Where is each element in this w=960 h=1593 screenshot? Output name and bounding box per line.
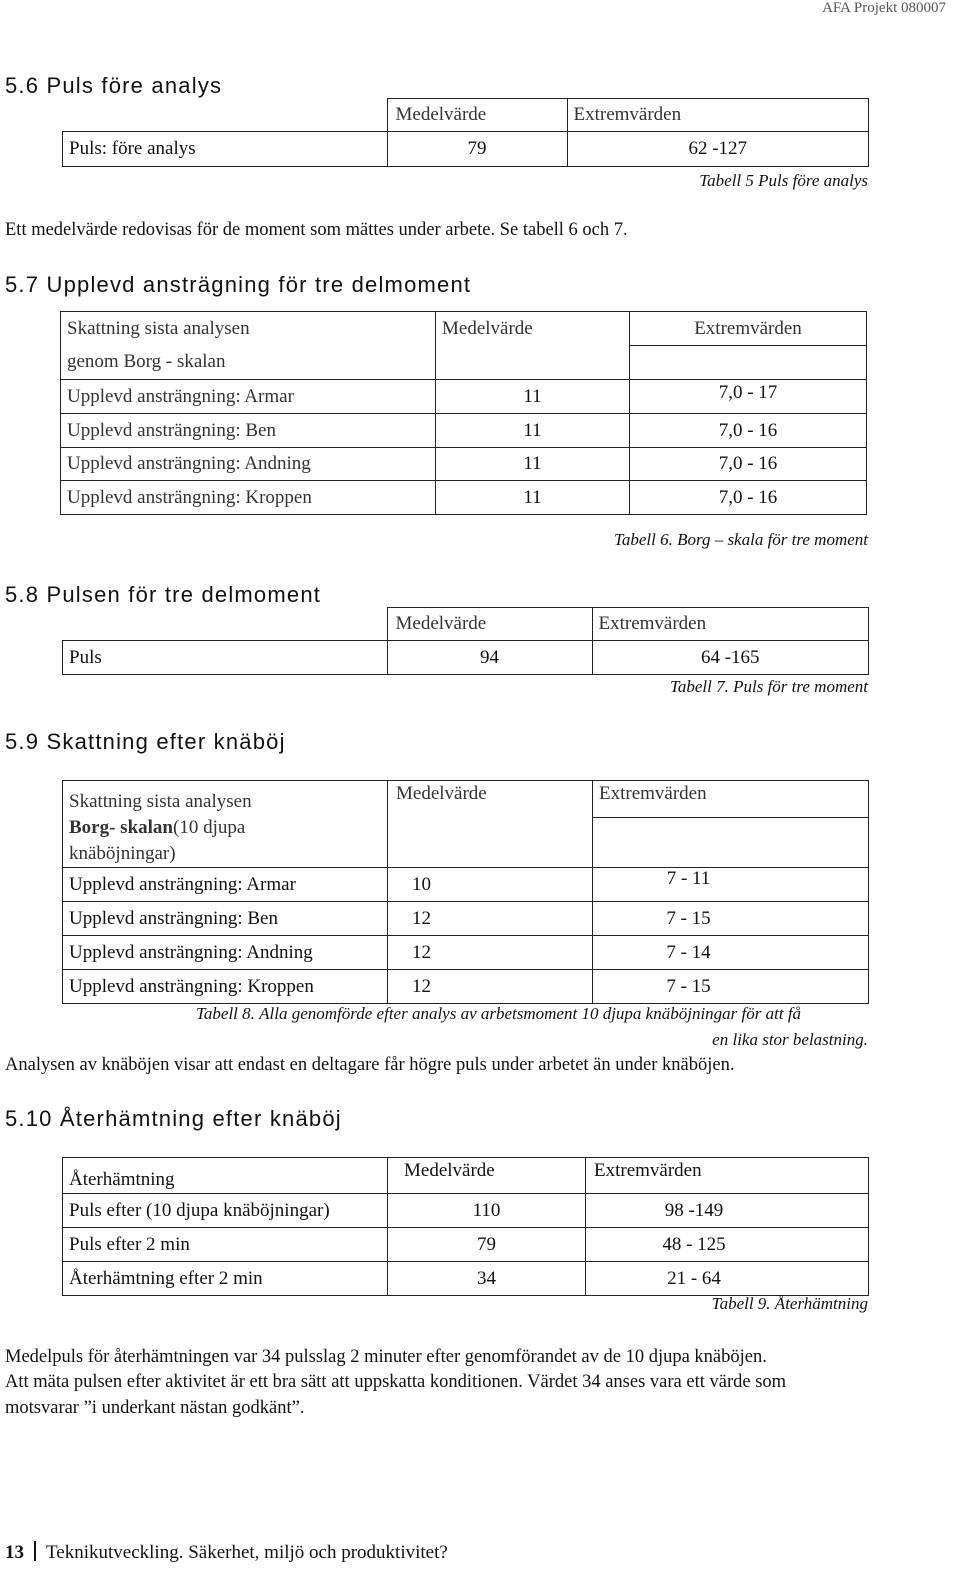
row-extremes: 21 - 64 <box>586 1262 869 1296</box>
row-mean: 79 <box>388 1228 586 1262</box>
row-mean: 12 <box>388 902 593 936</box>
paragraph-line-2: Att mäta pulsen efter aktivitet är ett bra sätt att uppskatta konditionen. Värdet 34 anses vara ett värde som <box>5 1372 787 1392</box>
table-8-skattning-knaboj <box>62 780 869 1004</box>
row-mean: 12 <box>388 970 593 1004</box>
col-header-extremes-cell <box>593 781 869 868</box>
row-mean: 11 <box>436 380 630 414</box>
paragraph-line-3: motsvarar ”i underkant nästan godkänt”. <box>5 1398 305 1418</box>
row-mean: 94 <box>387 641 592 675</box>
col-header-extremes: Extremvärden <box>567 99 869 132</box>
table-row <box>61 448 867 481</box>
row-mean: 110 <box>388 1194 586 1228</box>
col-header-label-2: genom Borg - skalan <box>61 346 436 380</box>
paragraph: Analysen av knäböjen visar att endast en deltagare får högre puls under arbetet än under knäböjen. <box>5 1055 735 1075</box>
table-row <box>63 132 869 167</box>
row-extremes: 7,0 - 16 <box>630 481 867 515</box>
table-caption: Tabell 5 Puls före analys <box>699 171 868 190</box>
caption-prefix: Tabell 8. <box>196 1004 255 1023</box>
table-row <box>63 641 869 675</box>
col-header-extremes: Extremvärden <box>593 783 868 818</box>
table-row <box>61 414 867 448</box>
row-mean: 34 <box>388 1262 586 1296</box>
col-header-extremes: Extremvärden <box>630 312 867 346</box>
table-row <box>63 1194 869 1228</box>
col-header-mean: Medelvärde <box>387 608 592 641</box>
row-label: Upplevd ansträngning: Armar <box>63 868 388 902</box>
row-mean: 11 <box>436 448 630 481</box>
paragraph: Ett medelvärde redovisas för de moment som mättes under arbete. Se tabell 6 och 7. <box>5 220 628 240</box>
col-header-extremes: Extremvärden <box>592 608 869 641</box>
col-header-label-bold: Borg- skalan <box>69 817 173 838</box>
row-label: Upplevd ansträngning: Kroppen <box>63 970 388 1004</box>
row-label: Upplevd ansträngning: Ben <box>61 414 436 448</box>
col-header-label <box>63 781 388 868</box>
table-row <box>61 380 867 414</box>
footer-divider <box>34 1541 36 1561</box>
section-heading-5-9: 5.9 Skattning efter knäböj <box>5 729 286 754</box>
row-label: Puls: före analys <box>63 132 388 167</box>
table-5-puls-fore-analys <box>62 98 869 167</box>
col-header-mean: Medelvärde <box>388 781 593 868</box>
row-extremes: 7,0 - 16 <box>630 414 867 448</box>
table-9-aterhamtning <box>62 1157 869 1296</box>
row-label: Puls efter 2 min <box>63 1228 388 1262</box>
table-caption <box>196 1004 801 1024</box>
section-heading-5-8: 5.8 Pulsen för tre delmoment <box>5 582 322 607</box>
col-header-label: Återhämtning <box>63 1158 388 1194</box>
row-mean: 12 <box>388 936 593 970</box>
row-extremes: 7,0 - 17 <box>630 380 867 414</box>
row-extremes: 64 -165 <box>592 641 869 675</box>
row-extremes: 62 -127 <box>567 132 869 167</box>
col-header-label-3: knäböjningar) <box>69 843 176 864</box>
footer-title: Teknikutveckling. Säkerhet, miljö och produktivitet? <box>46 1542 448 1563</box>
row-extremes: 48 - 125 <box>586 1228 869 1262</box>
table-caption: Tabell 7. Puls för tre moment <box>669 677 868 696</box>
col-header-label-rest: (10 djupa <box>173 817 246 838</box>
col-header-label-1: Skattning sista analysen <box>69 791 252 812</box>
table-row <box>63 1228 869 1262</box>
row-mean: 10 <box>388 868 593 902</box>
table-7-puls-tre-moment <box>62 607 869 675</box>
row-extremes: 7 - 15 <box>593 970 869 1004</box>
row-extremes: 7,0 - 16 <box>630 448 867 481</box>
table-row <box>61 481 867 515</box>
row-label: Upplevd ansträngning: Kroppen <box>61 481 436 515</box>
row-label: Upplevd ansträngning: Ben <box>63 902 388 936</box>
section-heading-5-10: 5.10 Återhämtning efter knäböj <box>5 1106 342 1131</box>
col-header-mean: Medelvärde <box>387 99 567 132</box>
row-label: Upplevd ansträngning: Andning <box>63 936 388 970</box>
row-mean: 11 <box>436 481 630 515</box>
row-extremes: 98 -149 <box>586 1194 869 1228</box>
running-header: AFA Projekt 080007 <box>822 0 946 16</box>
table-6-borg-skala <box>60 311 867 515</box>
page-number: 13 <box>5 1542 24 1563</box>
col-header-label: Skattning sista analysen <box>61 312 436 346</box>
row-label: Puls <box>63 641 388 675</box>
section-heading-5-6: 5.6 Puls före analys <box>5 73 223 98</box>
row-extremes: 7 - 11 <box>593 868 869 902</box>
col-header-extremes: Extremvärden <box>586 1158 869 1194</box>
col-header-mean: Medelvärde <box>388 1158 586 1194</box>
row-label: Upplevd ansträngning: Andning <box>61 448 436 481</box>
table-row <box>63 1262 869 1296</box>
caption-line-2: en lika stor belastning. <box>712 1030 868 1049</box>
table-row <box>63 902 869 936</box>
table-row <box>63 970 869 1004</box>
row-mean: 11 <box>436 414 630 448</box>
col-header-mean: Medelvärde <box>436 312 630 346</box>
table-row <box>63 868 869 902</box>
section-heading-5-7: 5.7 Upplevd ansträgning för tre delmoment <box>5 272 472 297</box>
table-caption: Tabell 6. Borg – skala för tre moment <box>613 530 868 549</box>
row-extremes: 7 - 14 <box>593 936 869 970</box>
paragraph-line-1: Medelpuls för återhämtningen var 34 pulsslag 2 minuter efter genomförandet av de 10 djupa knäböjen. <box>5 1347 767 1367</box>
table-row <box>63 936 869 970</box>
page-footer <box>5 1541 448 1564</box>
row-label: Upplevd ansträngning: Armar <box>61 380 436 414</box>
row-mean: 79 <box>387 132 567 167</box>
row-label: Återhämtning efter 2 min <box>63 1262 388 1296</box>
caption-line-1: Alla genomförde efter analys av arbetsmoment 10 djupa knäböjningar för att få <box>259 1004 802 1023</box>
row-label: Puls efter (10 djupa knäböjningar) <box>63 1194 388 1228</box>
row-extremes: 7 - 15 <box>593 902 869 936</box>
table-caption: Tabell 9. Återhämtning <box>711 1294 868 1313</box>
